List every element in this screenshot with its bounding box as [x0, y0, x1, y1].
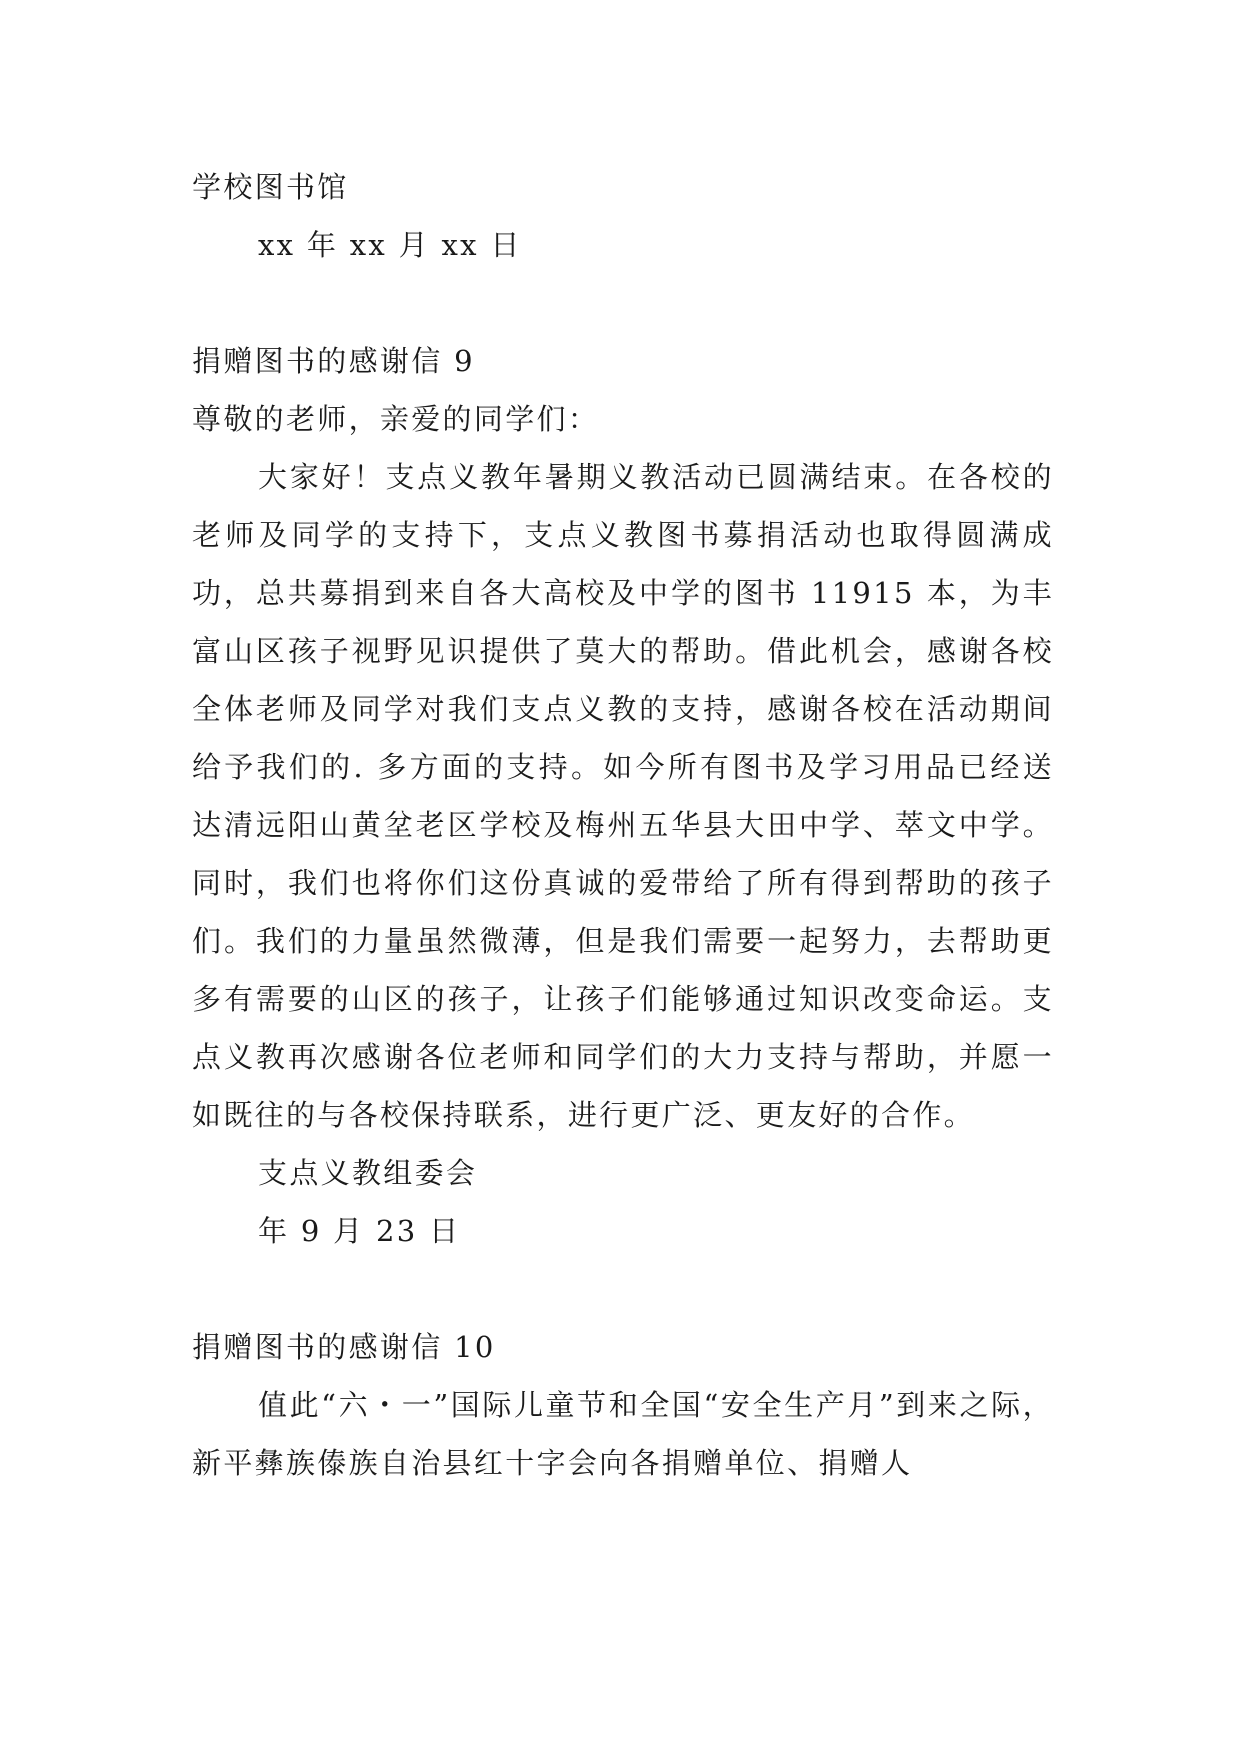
letter9-signature: 支点义教组委会: [258, 1156, 478, 1190]
letter10-body: 值此“六・一”国际儿童节和全国“安全生产月”到来之际，新平彝族傣族自治县红十字会向各捐赠单位、捐赠人: [192, 1388, 1054, 1480]
prev-letter-date: xx 年 xx 月 xx 日: [258, 228, 522, 262]
prev-letter-signature: 学校图书馆: [192, 170, 349, 204]
section-gap: [192, 1260, 1054, 1318]
document-content: [192, 158, 1054, 1492]
letter9-date: 年 9 月 23 日: [258, 1214, 461, 1248]
letter10-title: 捐赠图书的感谢信 10: [192, 1330, 496, 1364]
letter9-title: 捐赠图书的感谢信 9: [192, 344, 475, 378]
letter9-body: 大家好！支点义教年暑期义教活动已圆满结束。在各校的老师及同学的支持下，支点义教图书募捐活动也取得圆满成功，总共募捐到来自各大高校及中学的图书 11915 本，为丰富山区孩子视野见识提供了莫大的帮助。借此机会，感谢各校全体老师及同学对我们支点义教的支持，感谢各校在活动期间给予我们的. 多方面的支持。如今所有图书及学习用品已经送达清远阳山黄坌老区学校及梅州五华县大田中学、萃文中学。同时，我们也将你们这份真诚的爱带给了所有得到帮助的孩子们。我们的力量虽然微薄，但是我们需要一起努力，去帮助更多有需要的山区的孩子，让孩子们能够通过知识改变命运。支点义教再次感谢各位老师和同学们的大力支持与帮助，并愿一如既往的与各校保持联系，进行更广泛、更友好的合作。: [192, 460, 1054, 1132]
letter9-greeting: 尊敬的老师，亲爱的同学们：: [192, 402, 600, 436]
section-gap: [192, 274, 1054, 332]
